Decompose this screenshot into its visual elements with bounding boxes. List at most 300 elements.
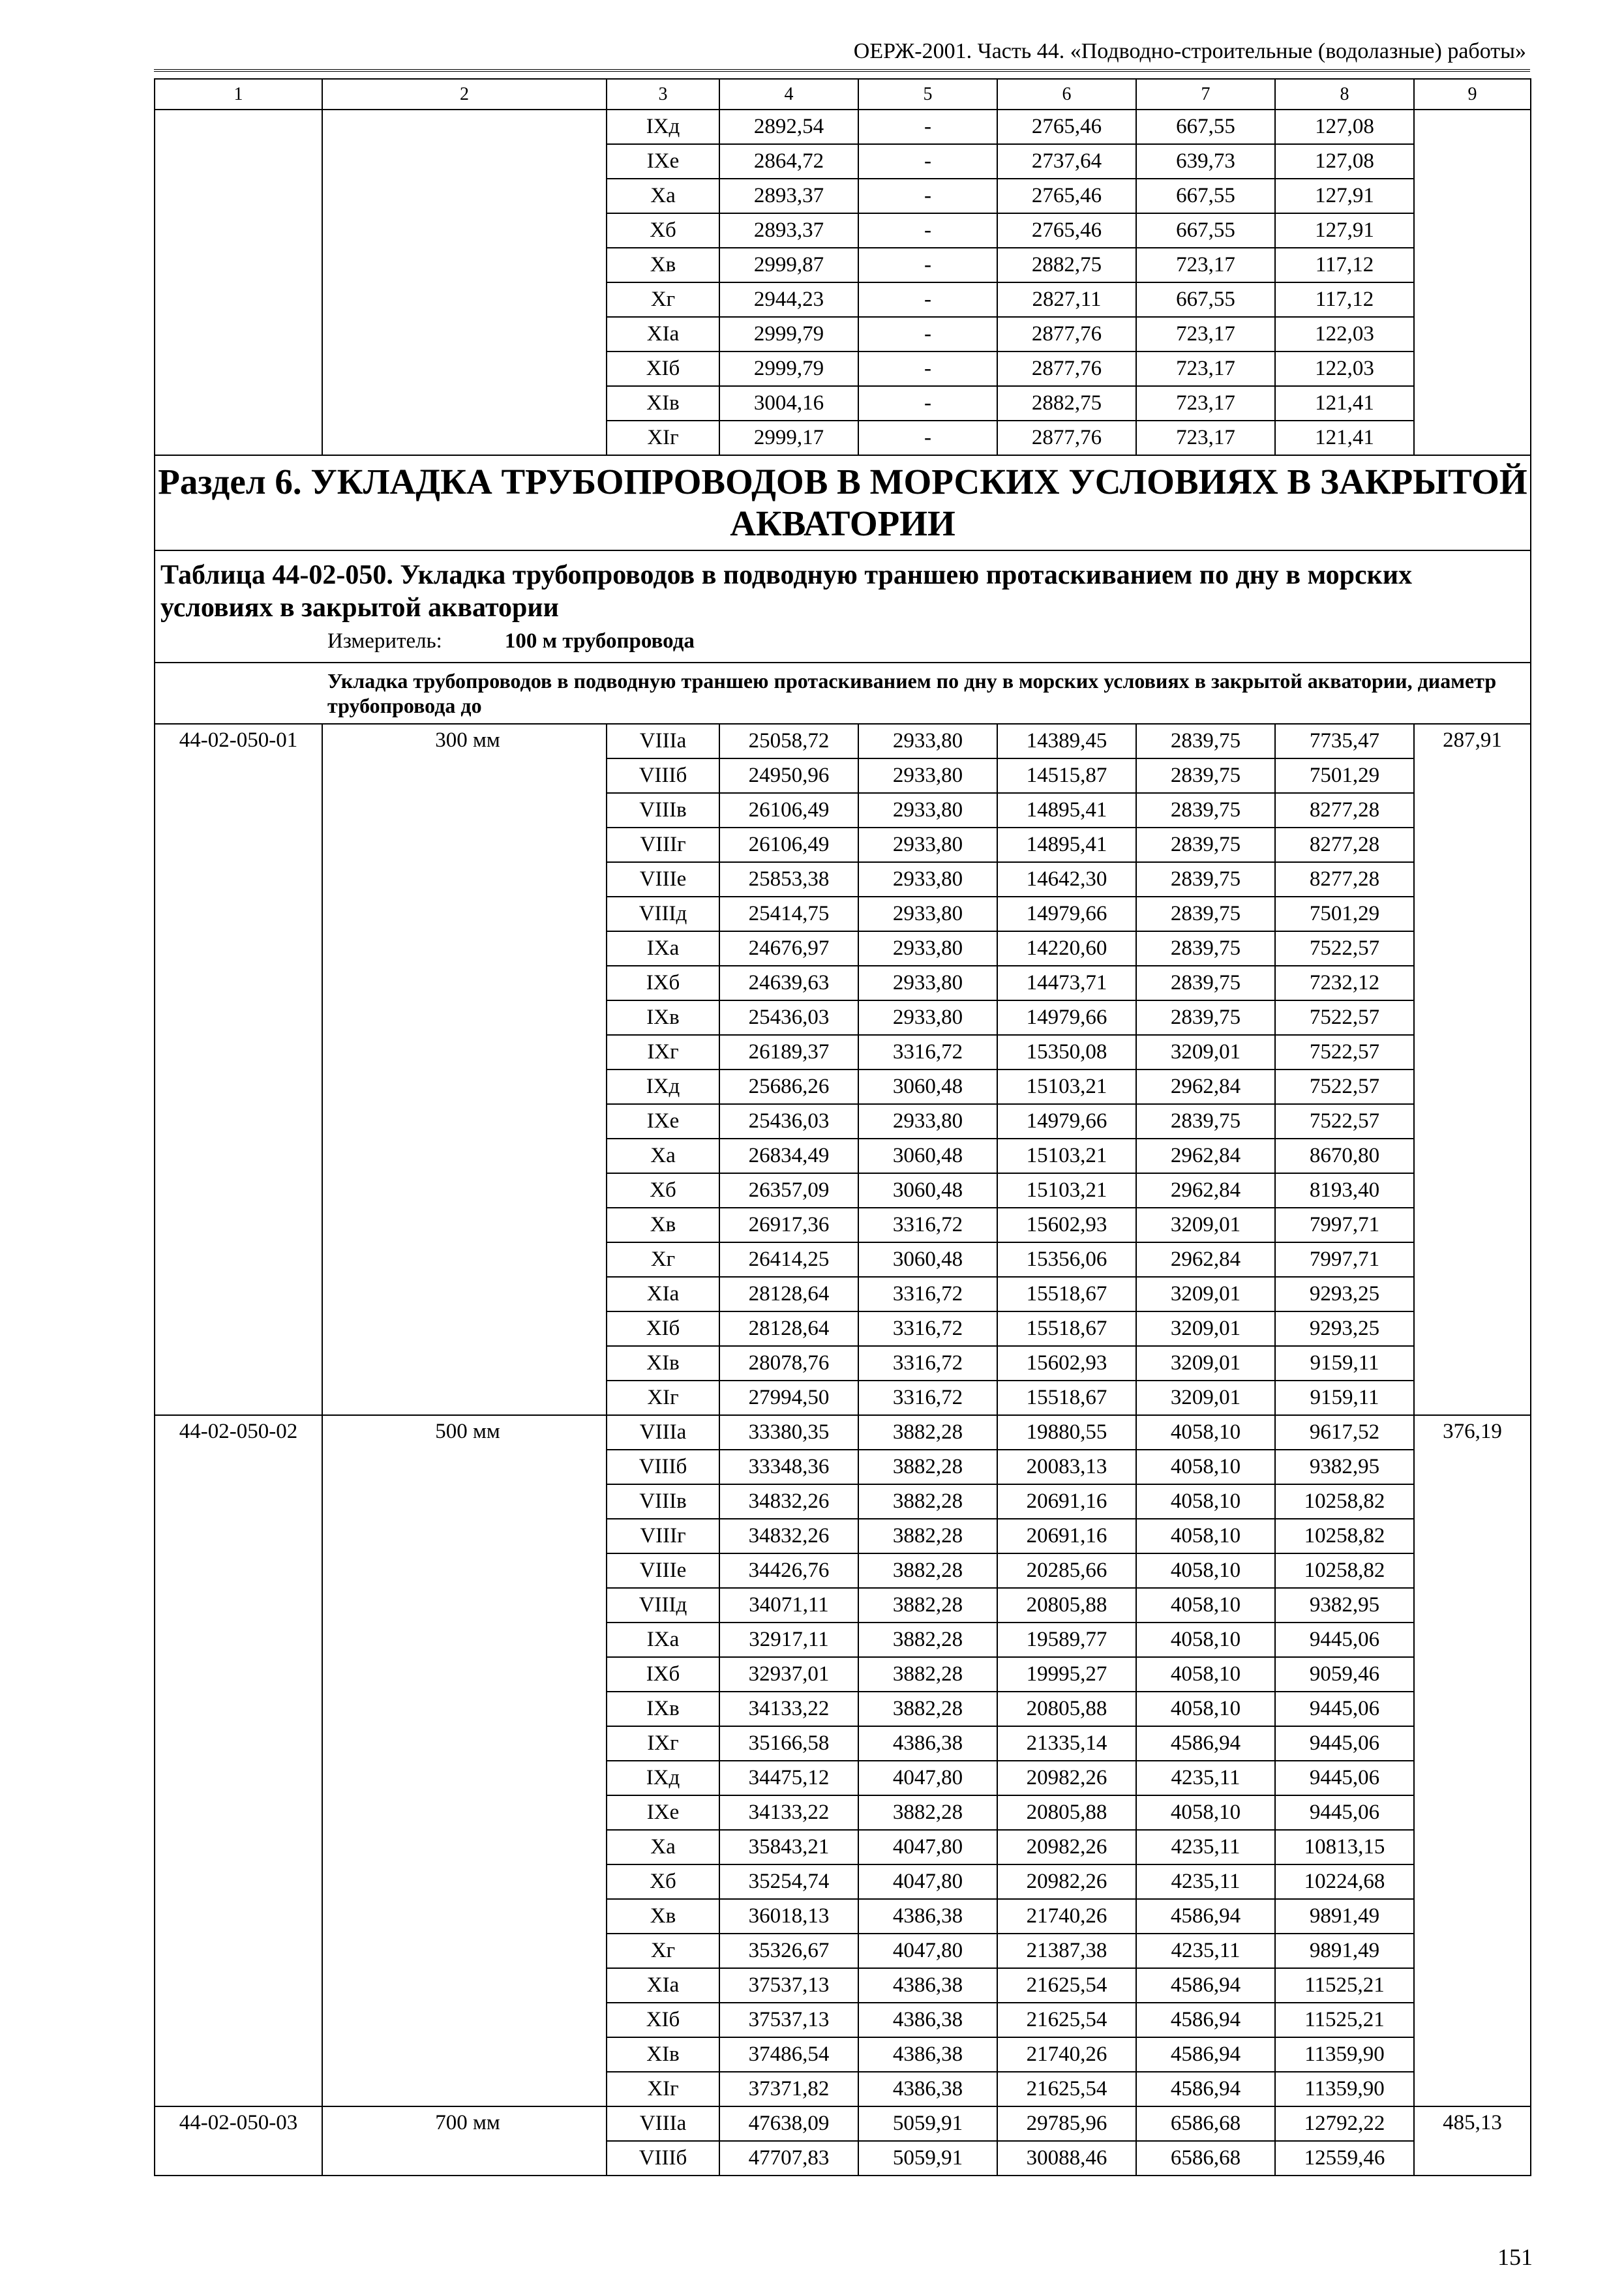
value-cell: 20982,26 <box>997 1761 1136 1795</box>
subheading-row <box>155 663 1531 724</box>
value-cell: 14895,41 <box>997 828 1136 862</box>
value-cell: XIв <box>607 2037 719 2072</box>
value-cell: 3882,28 <box>858 1519 997 1553</box>
value-cell: 2839,75 <box>1136 828 1275 862</box>
value-cell: VIIIб <box>607 1450 719 1484</box>
value-cell: 20083,13 <box>997 1450 1136 1484</box>
value-cell: Xб <box>607 1173 719 1208</box>
value-cell: 2999,87 <box>719 248 858 282</box>
value-cell: Xа <box>607 179 719 213</box>
value-cell: 37486,54 <box>719 2037 858 2072</box>
value-cell: 26357,09 <box>719 1173 858 1208</box>
name-cell <box>322 110 607 455</box>
value-cell: 2892,54 <box>719 110 858 144</box>
value-cell: 34071,11 <box>719 1588 858 1623</box>
value-cell: 2882,75 <box>997 248 1136 282</box>
value-cell: 36018,13 <box>719 1899 858 1934</box>
value-cell: 127,91 <box>1275 213 1414 248</box>
code-cell: 44-02-050-03 <box>155 2106 322 2176</box>
value-cell: 2839,75 <box>1136 1000 1275 1035</box>
value-cell: IXе <box>607 144 719 179</box>
value-cell: 127,08 <box>1275 144 1414 179</box>
value-cell: 4586,94 <box>1136 2072 1275 2106</box>
value-cell: 2877,76 <box>997 352 1136 386</box>
section-row <box>155 455 1531 550</box>
value-cell: 8277,28 <box>1275 793 1414 828</box>
value-cell: - <box>858 179 997 213</box>
value-cell: VIIIв <box>607 793 719 828</box>
value-cell: 667,55 <box>1136 110 1275 144</box>
value-cell: 2839,75 <box>1136 724 1275 758</box>
value-cell: 2839,75 <box>1136 897 1275 931</box>
value-cell: VIIIа <box>607 1415 719 1450</box>
value-cell: 3209,01 <box>1136 1381 1275 1415</box>
value-cell: 25436,03 <box>719 1104 858 1139</box>
value-cell: 20691,16 <box>997 1484 1136 1519</box>
value-cell: 34426,76 <box>719 1553 858 1588</box>
value-cell: Xа <box>607 1830 719 1864</box>
value-cell: 2933,80 <box>858 758 997 793</box>
value-cell: 639,73 <box>1136 144 1275 179</box>
section-title-cell <box>155 455 1531 550</box>
value-cell: 15356,06 <box>997 1242 1136 1277</box>
value-cell: 3882,28 <box>858 1692 997 1726</box>
value-cell: VIIIв <box>607 1484 719 1519</box>
value-cell: 33348,36 <box>719 1450 858 1484</box>
value-cell: 11359,90 <box>1275 2037 1414 2072</box>
value-cell: 2933,80 <box>858 1104 997 1139</box>
value-cell: 26917,36 <box>719 1208 858 1242</box>
value-cell: 2944,23 <box>719 282 858 317</box>
subheading: Укладка трубопроводов в подводную траншею протаскиванием по дну в морских условиях в закрытой акватории, диаметр трубопровода до <box>327 669 1497 717</box>
value-cell: 3882,28 <box>858 1484 997 1519</box>
value-cell: 7997,71 <box>1275 1242 1414 1277</box>
value-cell: 26834,49 <box>719 1139 858 1173</box>
value-cell: 7522,57 <box>1275 1035 1414 1070</box>
value-cell: 3060,48 <box>858 1139 997 1173</box>
value-cell: 14979,66 <box>997 1000 1136 1035</box>
value-cell: XIг <box>607 1381 719 1415</box>
value-cell: 20982,26 <box>997 1830 1136 1864</box>
value-cell: 2999,17 <box>719 421 858 455</box>
value-cell: Xв <box>607 248 719 282</box>
name-cell: 500 мм <box>322 1415 607 2106</box>
value-cell: 26189,37 <box>719 1035 858 1070</box>
value-cell: - <box>858 282 997 317</box>
value-cell: 4058,10 <box>1136 1623 1275 1657</box>
unit-label: Измеритель: <box>327 629 442 653</box>
value-cell: 4235,11 <box>1136 1761 1275 1795</box>
value-cell: 4047,80 <box>858 1934 997 1968</box>
value-cell: 5059,91 <box>858 2141 997 2176</box>
unit-value: 100 м трубопровода <box>504 629 695 653</box>
value-cell: 34133,22 <box>719 1795 858 1830</box>
value-cell: Xг <box>607 282 719 317</box>
value-cell: 4058,10 <box>1136 1450 1275 1484</box>
value-cell: 723,17 <box>1136 317 1275 352</box>
value-cell: 14220,60 <box>997 931 1136 966</box>
value-cell: 2765,46 <box>997 213 1136 248</box>
value-cell: IXв <box>607 1692 719 1726</box>
value-cell: 3882,28 <box>858 1657 997 1692</box>
name-cell: 300 мм <box>322 724 607 1415</box>
value-cell: 3882,28 <box>858 1588 997 1623</box>
code-cell: 44-02-050-02 <box>155 1415 322 2106</box>
column-number: 8 <box>1275 79 1414 110</box>
value-cell: 3060,48 <box>858 1173 997 1208</box>
value-cell: 30088,46 <box>997 2141 1136 2176</box>
value-cell: 14895,41 <box>997 793 1136 828</box>
value-cell: IXд <box>607 1070 719 1104</box>
value-cell: 15518,67 <box>997 1311 1136 1346</box>
value-cell: 8277,28 <box>1275 828 1414 862</box>
value-cell: 2765,46 <box>997 179 1136 213</box>
value-cell: 15350,08 <box>997 1035 1136 1070</box>
value-cell: XIб <box>607 1311 719 1346</box>
value-cell: 15103,21 <box>997 1139 1136 1173</box>
value-cell: 10258,82 <box>1275 1553 1414 1588</box>
value-cell: 3316,72 <box>858 1035 997 1070</box>
column-number: 5 <box>858 79 997 110</box>
value-cell: 14979,66 <box>997 1104 1136 1139</box>
value-cell: IXа <box>607 1623 719 1657</box>
value-cell: 3316,72 <box>858 1346 997 1381</box>
column-number: 4 <box>719 79 858 110</box>
value-cell: 7501,29 <box>1275 758 1414 793</box>
value-cell: 2839,75 <box>1136 931 1275 966</box>
value-cell: 8193,40 <box>1275 1173 1414 1208</box>
value-cell: 3209,01 <box>1136 1035 1275 1070</box>
value-cell: 3882,28 <box>858 1415 997 1450</box>
value-cell: VIIIб <box>607 758 719 793</box>
value-cell: 26106,49 <box>719 793 858 828</box>
value-cell: 35254,74 <box>719 1864 858 1899</box>
value-cell: XIа <box>607 317 719 352</box>
value-cell: IXе <box>607 1104 719 1139</box>
value-cell: 723,17 <box>1136 421 1275 455</box>
value-cell: 32917,11 <box>719 1623 858 1657</box>
value-cell: 12792,22 <box>1275 2106 1414 2141</box>
page-number: 151 <box>1497 2244 1533 2270</box>
value-cell: 4586,94 <box>1136 1899 1275 1934</box>
value-cell: 9293,25 <box>1275 1277 1414 1311</box>
value-cell: 10258,82 <box>1275 1484 1414 1519</box>
value-cell: 21625,54 <box>997 2003 1136 2037</box>
col9-cell: 287,91 <box>1414 724 1531 1415</box>
value-cell: 3209,01 <box>1136 1208 1275 1242</box>
value-cell: 2839,75 <box>1136 793 1275 828</box>
value-cell: 3316,72 <box>858 1208 997 1242</box>
value-cell: 2933,80 <box>858 931 997 966</box>
value-cell: 20805,88 <box>997 1692 1136 1726</box>
value-cell: 15103,21 <box>997 1173 1136 1208</box>
value-cell: 19880,55 <box>997 1415 1136 1450</box>
value-cell: 723,17 <box>1136 352 1275 386</box>
value-cell: 21740,26 <box>997 1899 1136 1934</box>
value-cell: 117,12 <box>1275 248 1414 282</box>
value-cell: 2962,84 <box>1136 1242 1275 1277</box>
value-cell: 4058,10 <box>1136 1588 1275 1623</box>
table-row <box>155 2106 1531 2141</box>
value-cell: 9382,95 <box>1275 1588 1414 1623</box>
value-cell: Xб <box>607 213 719 248</box>
value-cell: 10813,15 <box>1275 1830 1414 1864</box>
value-cell: 20805,88 <box>997 1795 1136 1830</box>
value-cell: 2839,75 <box>1136 758 1275 793</box>
table-title: Таблица 44-02-050. Укладка трубопроводов в подводную траншею протаскиванием по дну в морских условиях в закрытой акватории <box>160 560 1413 623</box>
value-cell: 3316,72 <box>858 1381 997 1415</box>
value-cell: XIг <box>607 421 719 455</box>
value-cell: 6586,68 <box>1136 2106 1275 2141</box>
value-cell: 8277,28 <box>1275 862 1414 897</box>
value-cell: - <box>858 144 997 179</box>
value-cell: 4386,38 <box>858 2037 997 2072</box>
value-cell: 28078,76 <box>719 1346 858 1381</box>
value-cell: XIг <box>607 2072 719 2106</box>
value-cell: XIб <box>607 2003 719 2037</box>
value-cell: 21740,26 <box>997 2037 1136 2072</box>
value-cell: 7522,57 <box>1275 1000 1414 1035</box>
value-cell: 9445,06 <box>1275 1761 1414 1795</box>
value-cell: 27994,50 <box>719 1381 858 1415</box>
value-cell: 21625,54 <box>997 1968 1136 2003</box>
column-number: 1 <box>155 79 322 110</box>
value-cell: Xг <box>607 1242 719 1277</box>
value-cell: 10258,82 <box>1275 1519 1414 1553</box>
value-cell: 26106,49 <box>719 828 858 862</box>
col9-cell: 376,19 <box>1414 1415 1531 2106</box>
value-cell: 35166,58 <box>719 1726 858 1761</box>
value-cell: 34832,26 <box>719 1519 858 1553</box>
column-number: 2 <box>322 79 607 110</box>
value-cell: 19589,77 <box>997 1623 1136 1657</box>
value-cell: 667,55 <box>1136 213 1275 248</box>
column-number: 9 <box>1414 79 1531 110</box>
value-cell: 4058,10 <box>1136 1519 1275 1553</box>
value-cell: 3882,28 <box>858 1795 997 1830</box>
value-cell: 9891,49 <box>1275 1899 1414 1934</box>
value-cell: 12559,46 <box>1275 2141 1414 2176</box>
value-cell: 9382,95 <box>1275 1450 1414 1484</box>
value-cell: 4047,80 <box>858 1761 997 1795</box>
value-cell: 2962,84 <box>1136 1070 1275 1104</box>
table-row <box>155 1415 1531 1450</box>
value-cell: 9445,06 <box>1275 1795 1414 1830</box>
value-cell: Xг <box>607 1934 719 1968</box>
value-cell: 9891,49 <box>1275 1934 1414 1968</box>
value-cell: 3060,48 <box>858 1242 997 1277</box>
value-cell: 7735,47 <box>1275 724 1414 758</box>
value-cell: 37537,13 <box>719 1968 858 2003</box>
value-cell: 25414,75 <box>719 897 858 931</box>
value-cell: 2933,80 <box>858 966 997 1000</box>
value-cell: 7997,71 <box>1275 1208 1414 1242</box>
value-cell: Xв <box>607 1208 719 1242</box>
value-cell: 20982,26 <box>997 1864 1136 1899</box>
value-cell: 19995,27 <box>997 1657 1136 1692</box>
value-cell: 667,55 <box>1136 179 1275 213</box>
value-cell: 8670,80 <box>1275 1139 1414 1173</box>
value-cell: 4586,94 <box>1136 1968 1275 2003</box>
value-cell: VIIIд <box>607 1588 719 1623</box>
value-cell: 127,91 <box>1275 179 1414 213</box>
value-cell: - <box>858 386 997 421</box>
value-cell: 10224,68 <box>1275 1864 1414 1899</box>
value-cell: 14389,45 <box>997 724 1136 758</box>
value-cell: 3882,28 <box>858 1450 997 1484</box>
value-cell: 4386,38 <box>858 2072 997 2106</box>
value-cell: 122,03 <box>1275 352 1414 386</box>
value-cell: 4058,10 <box>1136 1484 1275 1519</box>
value-cell: 15103,21 <box>997 1070 1136 1104</box>
value-cell: 14515,87 <box>997 758 1136 793</box>
value-cell: 9059,46 <box>1275 1657 1414 1692</box>
table-row <box>155 110 1531 144</box>
value-cell: 2933,80 <box>858 862 997 897</box>
value-cell: 28128,64 <box>719 1311 858 1346</box>
value-cell: 4586,94 <box>1136 2037 1275 2072</box>
value-cell: 4058,10 <box>1136 1415 1275 1450</box>
value-cell: 34475,12 <box>719 1761 858 1795</box>
name-cell: 700 мм <box>322 2106 607 2176</box>
table-row <box>155 724 1531 758</box>
value-cell: IXг <box>607 1726 719 1761</box>
value-cell: 3060,48 <box>858 1070 997 1104</box>
value-cell: 7522,57 <box>1275 1070 1414 1104</box>
value-cell: 11525,21 <box>1275 1968 1414 2003</box>
value-cell: 3882,28 <box>858 1553 997 1588</box>
value-cell: 2933,80 <box>858 793 997 828</box>
value-cell: VIIIе <box>607 1553 719 1588</box>
code-cell: 44-02-050-01 <box>155 724 322 1415</box>
value-cell: 15602,93 <box>997 1208 1136 1242</box>
value-cell: 2933,80 <box>858 897 997 931</box>
value-cell: 4235,11 <box>1136 1934 1275 1968</box>
value-cell: 25058,72 <box>719 724 858 758</box>
value-cell: 121,41 <box>1275 421 1414 455</box>
value-cell: 2933,80 <box>858 724 997 758</box>
value-cell: IXе <box>607 1795 719 1830</box>
value-cell: 127,08 <box>1275 110 1414 144</box>
value-cell: 4058,10 <box>1136 1795 1275 1830</box>
value-cell: 2882,75 <box>997 386 1136 421</box>
value-cell: 4235,11 <box>1136 1830 1275 1864</box>
table-title-cell <box>155 550 1531 663</box>
value-cell: VIIIд <box>607 897 719 931</box>
subheading-cell <box>155 663 1531 724</box>
value-cell: 24676,97 <box>719 931 858 966</box>
value-cell: IXд <box>607 110 719 144</box>
value-cell: 47707,83 <box>719 2141 858 2176</box>
value-cell: 4386,38 <box>858 1899 997 1934</box>
value-cell: 33380,35 <box>719 1415 858 1450</box>
column-number: 7 <box>1136 79 1275 110</box>
value-cell: VIIIг <box>607 828 719 862</box>
col9-cell <box>1414 110 1531 455</box>
value-cell: XIв <box>607 386 719 421</box>
value-cell: 20285,66 <box>997 1553 1136 1588</box>
value-cell: VIIIа <box>607 724 719 758</box>
value-cell: - <box>858 248 997 282</box>
value-cell: 21335,14 <box>997 1726 1136 1761</box>
value-cell: VIIIг <box>607 1519 719 1553</box>
value-cell: 4047,80 <box>858 1864 997 1899</box>
value-cell: 2737,64 <box>997 144 1136 179</box>
value-cell: 2877,76 <box>997 421 1136 455</box>
value-cell: - <box>858 110 997 144</box>
column-number-row <box>155 79 1531 110</box>
value-cell: 2827,11 <box>997 282 1136 317</box>
value-cell: 9159,11 <box>1275 1346 1414 1381</box>
value-cell: 21625,54 <box>997 2072 1136 2106</box>
value-cell: - <box>858 421 997 455</box>
value-cell: 2893,37 <box>719 213 858 248</box>
value-cell: Xб <box>607 1864 719 1899</box>
value-cell: 2877,76 <box>997 317 1136 352</box>
value-cell: 2839,75 <box>1136 1104 1275 1139</box>
value-cell: - <box>858 317 997 352</box>
value-cell: 3209,01 <box>1136 1311 1275 1346</box>
value-cell: 723,17 <box>1136 248 1275 282</box>
value-cell: 9445,06 <box>1275 1623 1414 1657</box>
value-cell: IXб <box>607 1657 719 1692</box>
value-cell: 2933,80 <box>858 1000 997 1035</box>
value-cell: VIIIе <box>607 862 719 897</box>
value-cell: IXд <box>607 1761 719 1795</box>
col9-cell: 485,13 <box>1414 2106 1531 2176</box>
value-cell: 29785,96 <box>997 2106 1136 2141</box>
estimate-table <box>154 78 1531 2176</box>
value-cell: 7501,29 <box>1275 897 1414 931</box>
value-cell: 2999,79 <box>719 317 858 352</box>
value-cell: 2999,79 <box>719 352 858 386</box>
value-cell: Xв <box>607 1899 719 1934</box>
value-cell: 37371,82 <box>719 2072 858 2106</box>
value-cell: Xа <box>607 1139 719 1173</box>
code-cell <box>155 110 322 455</box>
value-cell: IXг <box>607 1035 719 1070</box>
value-cell: 6586,68 <box>1136 2141 1275 2176</box>
value-cell: 2962,84 <box>1136 1139 1275 1173</box>
value-cell: 2765,46 <box>997 110 1136 144</box>
value-cell: 9159,11 <box>1275 1381 1414 1415</box>
value-cell: 4586,94 <box>1136 1726 1275 1761</box>
section-title: Раздел 6. УКЛАДКА ТРУБОПРОВОДОВ В МОРСКИХ УСЛОВИЯХ В ЗАКРЫТОЙ АКВАТОРИИ <box>158 462 1527 543</box>
value-cell: 20691,16 <box>997 1519 1136 1553</box>
page-header-title: ОЕРЖ-2001. Часть 44. «Подводно-строительные (водолазные) работы» <box>853 39 1526 63</box>
value-cell: 2962,84 <box>1136 1173 1275 1208</box>
value-cell: 2839,75 <box>1136 862 1275 897</box>
value-cell: 20805,88 <box>997 1588 1136 1623</box>
value-cell: 7522,57 <box>1275 931 1414 966</box>
value-cell: 25436,03 <box>719 1000 858 1035</box>
value-cell: 2933,80 <box>858 828 997 862</box>
value-cell: 4047,80 <box>858 1830 997 1864</box>
value-cell: 25853,38 <box>719 862 858 897</box>
value-cell: 3316,72 <box>858 1311 997 1346</box>
value-cell: 117,12 <box>1275 282 1414 317</box>
value-cell: VIIIб <box>607 2141 719 2176</box>
unit-line <box>155 631 1530 652</box>
value-cell: IXб <box>607 966 719 1000</box>
value-cell: 14473,71 <box>997 966 1136 1000</box>
value-cell: XIа <box>607 1277 719 1311</box>
value-cell: VIIIа <box>607 2106 719 2141</box>
value-cell: 4058,10 <box>1136 1553 1275 1588</box>
value-cell: 723,17 <box>1136 386 1275 421</box>
table-title-row <box>155 550 1531 663</box>
value-cell: 4586,94 <box>1136 2003 1275 2037</box>
